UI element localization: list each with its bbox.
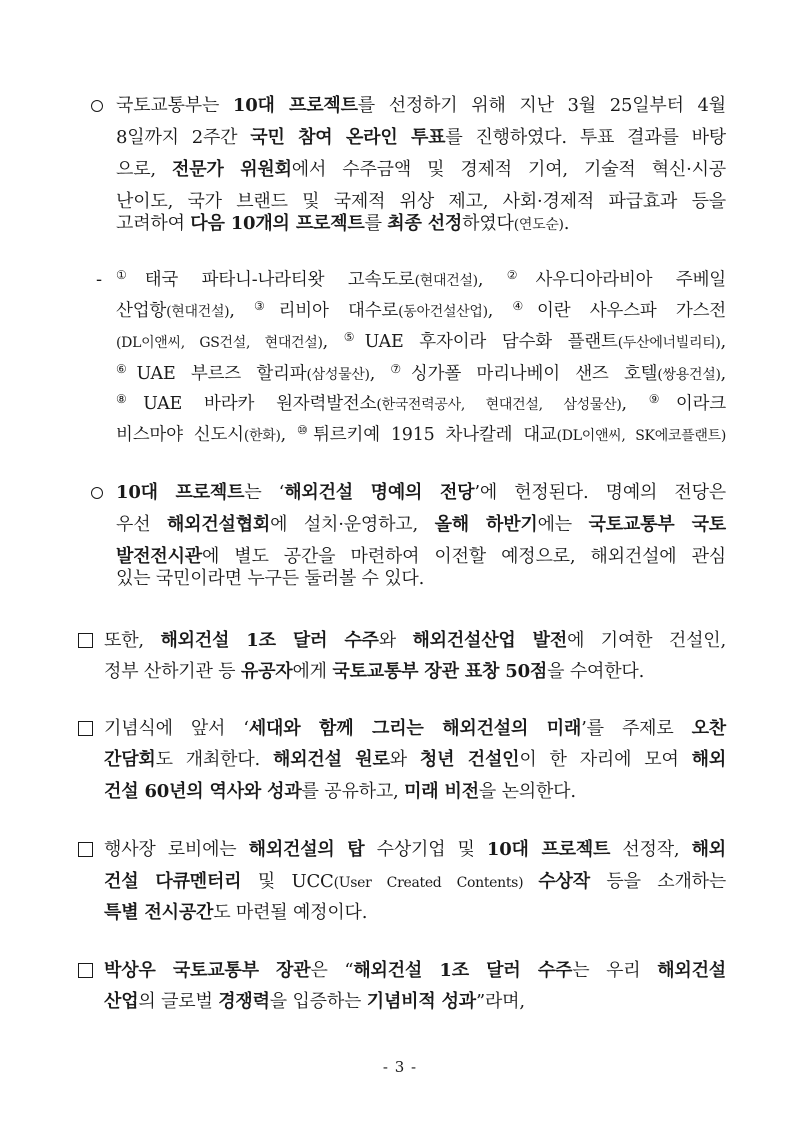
project-line: (DL이앤씨, GS건설, 현대건설), ⑤UAE 후자이라 담수화 플랜트(두산에너빌리티), [116,330,726,352]
project-line: ①태국 파타니-나라티왓 고속도로(현대건설), ②사우디아라비아 주베일 [116,268,727,290]
text-line: 우선 해외건설협회에 설치·운영하고, 올해 하반기에는 국토교통부 국토 [116,514,726,535]
text-line: 산업의 글로벌 경쟁력을 입증하는 기념비적 성과”라며, [104,991,525,1012]
project-line: 비스마야 신도시(한화), ⑩튀르키예 1915 차나칼레 대교(DL이앤씨, SK에코플랜트) [116,423,726,445]
square-bullet-icon [78,842,93,857]
dash-bullet-icon: - [96,269,103,290]
text-line: 국토교통부는 10대 프로젝트를 선정하기 위해 지난 3월 25일부터 4월 [116,95,726,116]
text-line: 또한, 해외건설 1조 달러 수주와 해외건설산업 발전에 기여한 건설인, [104,630,726,651]
project-line: 산업항(현대건설), ③리비아 대수로(동아건설산업), ④이란 사우스파 가스전 [116,299,726,321]
text-line: 있는 국민이라면 누구든 둘러볼 수 있다. [116,568,425,589]
text-line: 고려하여 다음 10개의 프로젝트를 최종 선정하였다(연도순). [116,213,570,234]
square-bullet-icon [78,633,93,648]
text-line: 난이도, 국가 브랜드 및 국제적 위상 제고, 사회·경제적 파급효과 등을 [116,191,726,212]
text-line: 건설 60년의 역사와 성과를 공유하고, 미래 비전을 논의한다. [104,781,576,802]
text-line: 으로, 전문가 위원회에서 수주금액 및 경제적 기여, 기술적 혁신·시공 [116,159,726,180]
text-line: 8일까지 2주간 국민 참여 온라인 투표를 진행하였다. 투표 결과를 바탕 [116,127,726,148]
text-line: 박상우 국토교통부 장관은 “해외건설 1조 달러 수주는 우리 해외건설 [104,960,726,981]
page-number: - 3 - [382,1058,418,1076]
project-line: ⑧UAE 바라카 원자력발전소(한국전력공사, 현대건설, 삼성물산), ⑨이라크 [116,392,726,414]
text-line: 건설 다큐멘터리 및 UCC(User Created Contents) 수상작 등을 소개하는 [104,871,727,892]
text-line: 기념식에 앞서 ‘세대와 함께 그리는 해외건설의 미래’를 주제로 오찬 [104,718,726,739]
circle-bullet-icon [91,100,103,112]
text-line: 행사장 로비에는 해외건설의 탑 수상기업 및 10대 프로젝트 선정작, 해외 [104,839,726,860]
text-line: 정부 산하기관 등 유공자에게 국토교통부 장관 표창 50점을 수여한다. [104,661,645,682]
text-line: 발전전시관에 별도 공간을 마련하여 이전할 예정으로, 해외건설에 관심 [116,546,726,567]
text-line: 간담회도 개최한다. 해외건설 원로와 청년 건설인이 한 자리에 모여 해외 [104,749,727,770]
text-line: 특별 전시공간도 마련될 예정이다. [104,902,368,923]
square-bullet-icon [78,963,93,978]
square-bullet-icon [78,721,93,736]
text-line: 10대 프로젝트는 ‘해외건설 명예의 전당’에 헌정된다. 명예의 전당은 [116,482,726,503]
project-line: ⑥UAE 부르즈 할리파(삼성물산), ⑦싱가폴 마리나베이 샌즈 호텔(쌍용건설), [116,362,726,384]
circle-bullet-icon [91,487,103,499]
